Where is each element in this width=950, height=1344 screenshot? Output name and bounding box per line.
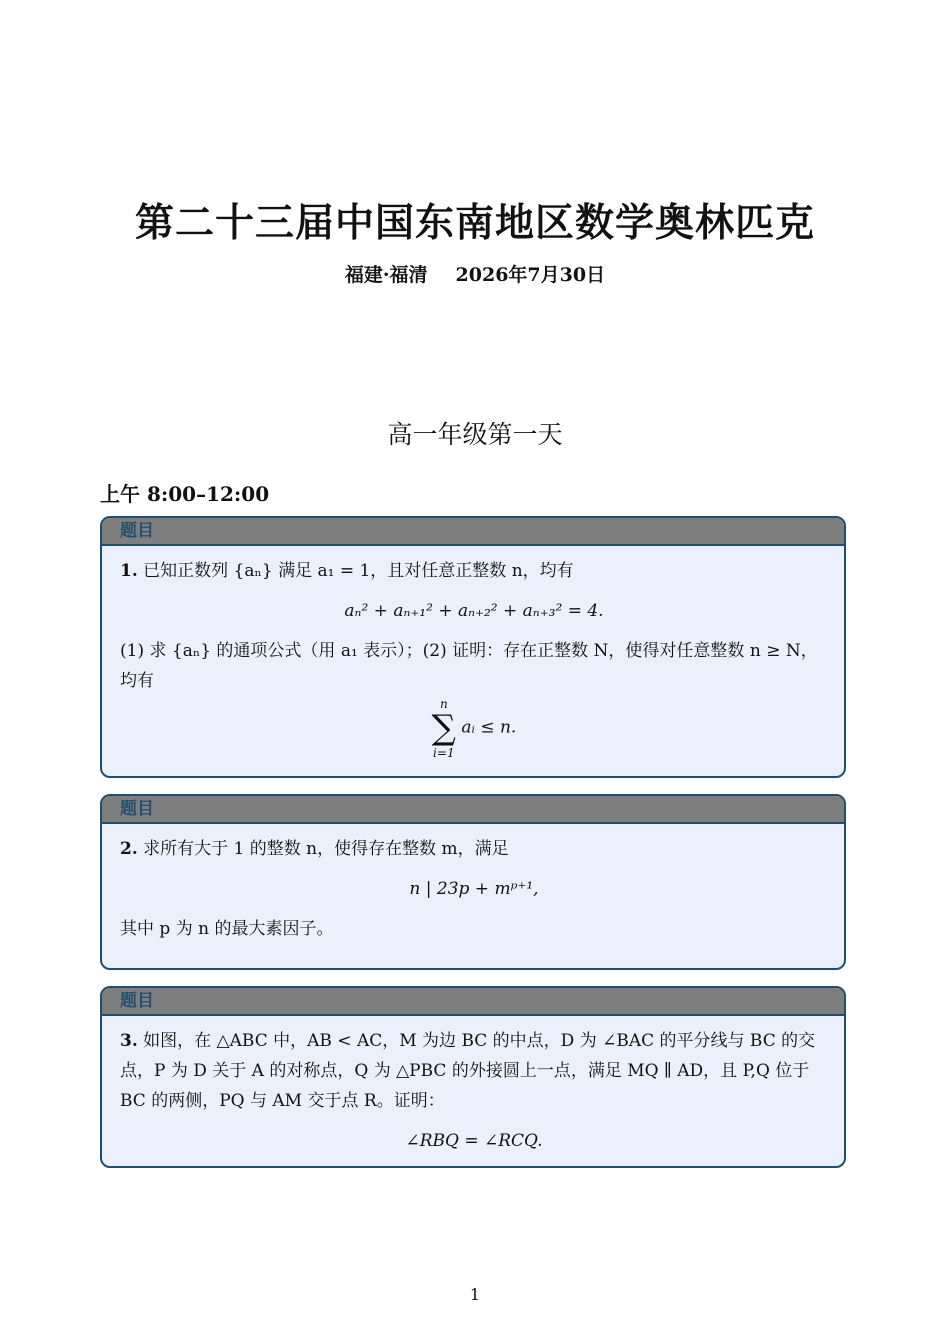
problem-box-1 (100, 516, 846, 778)
problem-number: 1. (120, 561, 138, 581)
sigma: ∑ (431, 708, 456, 748)
day-heading: 高一年级第一天 (387, 420, 563, 449)
problem-body (102, 824, 844, 944)
problem-box-2 (100, 794, 846, 970)
sum-tail: aᵢ ≤ n. (461, 717, 517, 738)
sum-lower-limit: i=1 (433, 746, 455, 760)
problem-label: 题目 (102, 796, 844, 824)
sum-formula (120, 696, 828, 760)
problem-formula: aₙ² + aₙ₊₁² + aₙ₊₂² + aₙ₊₃² = 4. (344, 601, 604, 621)
problem-body (102, 1016, 844, 1156)
sum-upper-limit: n (439, 697, 448, 711)
problem-intro: 求所有大于 1 的整数 n，使得存在整数 m，满足 (143, 839, 509, 859)
subtitle (0, 260, 950, 287)
session-time: 上午 8:00–12:00 (100, 482, 270, 506)
problem-box-3 (100, 986, 846, 1168)
problem-label: 题目 (102, 518, 844, 546)
problem-number: 2. (120, 839, 138, 859)
page-title: 第二十三届中国东南地区数学奥林匹克 (134, 201, 815, 246)
location: 福建·福清 (344, 264, 428, 286)
problem-intro: 如图，在 △ABC 中，AB < AC，M 为边 BC 的中点，D 为 ∠BAC 的平分线与 BC 的交点，P 为 D 关于 A 的对称点，Q 为 △PBC 的外接圆上一点，满足 MQ ∥ AD，且 P,Q 位于 BC 的两侧，PQ 与 AM 交于点 R。证明： (120, 1031, 816, 1111)
summation-symbol (432, 696, 456, 760)
problem-label: 题目 (102, 988, 844, 1016)
problem-intro: 已知正数列 {aₙ} 满足 a₁ = 1，且对任意正整数 n，均有 (143, 561, 574, 581)
problem-text: 其中 p 为 n 的最大素因子。 (120, 919, 334, 939)
date: 2026年7月30日 (455, 264, 606, 286)
page-number: 1 (469, 1285, 481, 1304)
problem-formula: ∠RBQ = ∠RCQ. (405, 1131, 543, 1151)
problem-text: (1) 求 {aₙ} 的通项公式（用 a₁ 表示）；(2) 证明：存在正整数 N，使得对任意整数 n ≥ N，均有 (120, 641, 818, 691)
problem-body (102, 546, 844, 760)
problem-formula: n | 23p + mᵖ⁺¹, (409, 879, 539, 899)
problem-number: 3. (120, 1031, 138, 1051)
